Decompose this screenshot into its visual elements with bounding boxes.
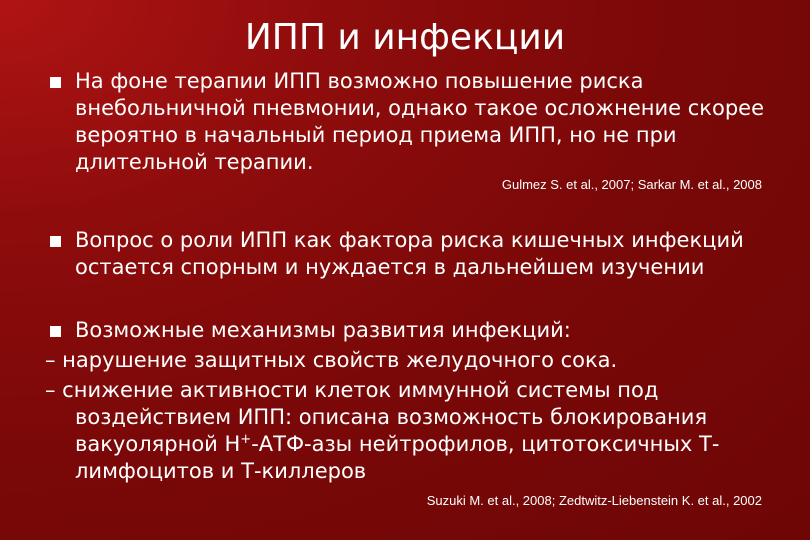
bullet3-text-part: вакуолярной H [75, 432, 241, 456]
bullet1-line: внебольничной пневмонии, однако такое осложнение скорее [75, 96, 764, 120]
superscript-plus: + [240, 432, 252, 447]
bullet2-line: Вопрос о роли ИПП как фактора риска кишечных инфекций [75, 228, 744, 252]
bullet-square-icon [50, 326, 61, 337]
bullet1-line: На фоне терапии ИПП возможно повышение риска [75, 69, 644, 93]
bullet2-text [75, 227, 744, 281]
bullet3-dash2-line4: лимфоцитов и Т-киллеров [75, 459, 367, 483]
bullet1-line: длительной терапии. [75, 150, 314, 174]
bullet-square-icon [50, 236, 61, 247]
bullet3-text-part: -АТФ-азы нейтрофилов, цитотоксичных Т- [251, 432, 720, 456]
bullet1-text [75, 68, 764, 176]
bullet3-dash2-line1: – снижение активности клеток иммунной системы под [45, 378, 659, 402]
bullet-square-icon [50, 77, 61, 88]
bullet3-heading: Возможные механизмы развития инфекций: [75, 318, 571, 342]
bullet3-dash2-line2: воздействием ИПП: описана возможность блокирования [75, 405, 708, 429]
bullet1-reference: Gulmez S. et al., 2007; Sarkar M. et al., 2008 [501, 177, 762, 192]
slide-title: ИПП и инфекции [244, 17, 566, 58]
bullet3-dash2-line3 [75, 431, 719, 458]
bullet3-dash1: – нарушение защитных свойств желудочного сока. [45, 348, 618, 372]
bullet2-line: остается спорным и нуждается в дальнейшем изучении [75, 255, 705, 279]
bullet3-reference: Suzuki M. et al., 2008; Zedtwitz-Liebenstein K. et al., 2002 [426, 493, 762, 508]
bullet1-line: вероятно в начальный период приема ИПП, но не при [75, 123, 677, 147]
